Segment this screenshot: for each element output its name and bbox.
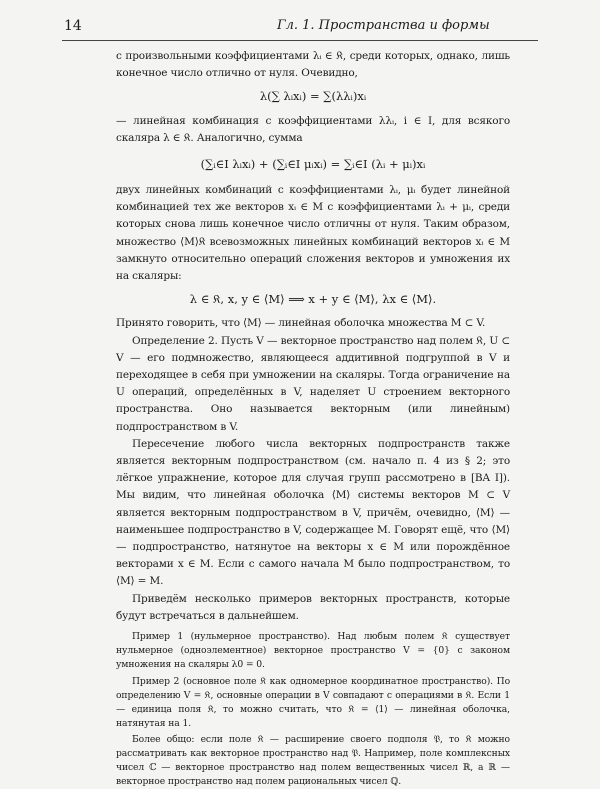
page-number: 14 <box>64 18 82 34</box>
paragraph-4: Принято говорить, что ⟨M⟩ — линейная оболочка множества M ⊂ V. <box>116 317 486 330</box>
equation-3: λ ∈ 𝔎, x, y ∈ ⟨M⟩ ⟹ x + y ∈ ⟨M⟩, λx ∈ ⟨M⟩. <box>189 292 437 307</box>
equation-2: (∑ᵢ∈I λᵢxᵢ) + (∑ᵢ∈I μᵢxᵢ) = ∑ᵢ∈I (λᵢ + μᵢ)xᵢ <box>200 157 426 172</box>
paragraph-1: с произвольными коэффициентами λᵢ ∈ 𝔎, среди которых, однако, лишь конечное число отлично от нуля. Очевидно, <box>116 50 510 80</box>
example-2: Пример 2 (основное поле 𝔎 как одномерное координатное пространство). По определению V = 𝔎, основные операции в V совпадают с операциями в 𝔎. Если 1 — единица поля 𝔎, то можно считать, что 𝔎 = ⟨1⟩ — линейная оболочка, натянутая на 1. <box>116 675 510 729</box>
equation-1: λ(∑ λᵢxᵢ) = ∑(λλᵢ)xᵢ <box>259 89 367 104</box>
remark-extension: Более общо: если поле 𝔎 — расширение своего подполя 𝔓, то 𝔎 можно рассматривать как векторное пространство над 𝔓. Например, поле комплексных чисел ℂ — векторное пространство над полем вещественных чисел ℝ, а ℝ — векторное пространство над полем рациональных чисел ℚ. <box>116 734 510 788</box>
page-body <box>116 48 510 789</box>
paragraph-7: Приведём несколько примеров векторных пространств, которые будут встречаться в дальнейшем. <box>116 592 510 622</box>
definition-2: Определение 2. Пусть V — векторное пространство над полем 𝔎, U ⊂ V — его подмножество, являющееся аддитивной подгруппой в V и переходящее в себя при умножении на скаляры. Тогда ограничение на U операций, определённых в V, наделяет U строением векторного пространства. Оно называется векторным (или линейным) подпространством в V. <box>116 334 510 433</box>
paragraph-3: двух линейных комбинаций с коэффициентами λᵢ, μᵢ будет линейной комбинацией тех же векторов xᵢ ∈ M с коэффициентами λᵢ + μᵢ, среди которых снова лишь конечное число отличны от нуля. Таким образом, множество ⟨M⟩𝔎 всевозможных линейных комбинаций векторов xᵢ ∈ M замкнуто относительно операций сложения векторов и умножения их на скаляры: <box>116 184 510 283</box>
paragraph-2: — линейная комбинация с коэффициентами λλᵢ, i ∈ I, для всякого скаляра λ ∈ 𝔎. Аналогично, сумма <box>116 114 510 144</box>
running-title: Гл. 1. Пространства и формы <box>277 18 490 33</box>
paragraph-6: Пересечение любого числа векторных подпространств также является векторным подпространством (см. начало п. 4 из § 2; это лёгкое упражнение, которое для случая групп рассмотрено в [BA I]). Мы видим, что линейная оболочка ⟨M⟩ системы векторов M ⊂ V является векторным подпространством в V, причём, очевидно, ⟨M⟩ — наименьшее подпространство в V, содержащее M. Говорят ещё, что ⟨M⟩ — подпространство, натянутое на векторы x ∈ M или порождённое векторами x ∈ M. Если с самого начала M было подпространством, то ⟨M⟩ = M. <box>116 437 510 588</box>
page-header <box>62 14 538 41</box>
example-1: Пример 1 (нульмерное пространство). Над любым полем 𝔎 существует нульмерное (одноэлементное) векторное пространство V = {0} с законом умножения на скаляры λ0 = 0. <box>116 631 510 670</box>
